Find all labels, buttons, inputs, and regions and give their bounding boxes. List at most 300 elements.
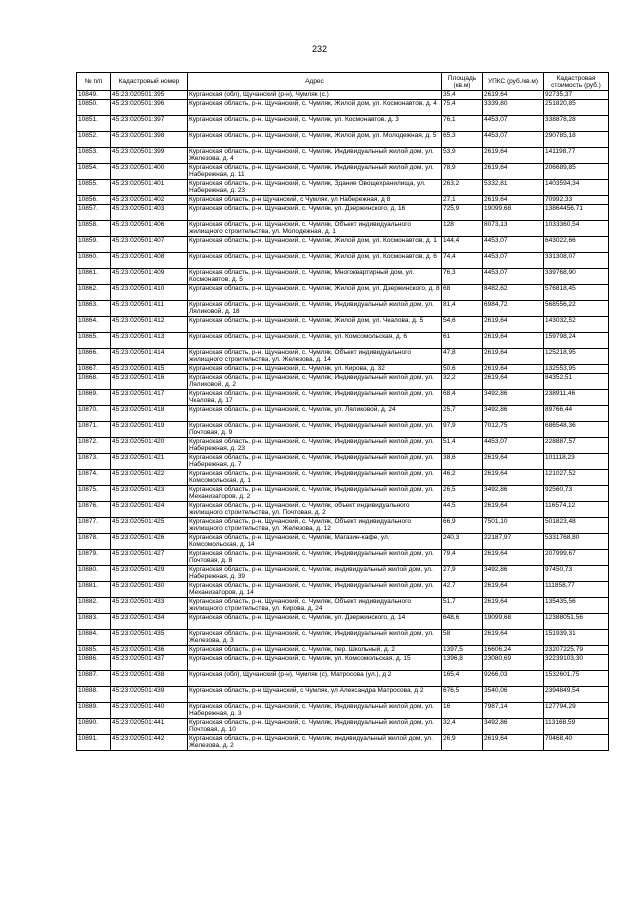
- address: Курганская область, р-н. Щучанский, с. Чумляк, Объект индивидуального жилищного строительства, ул. Железова, д. 14: [188, 349, 442, 365]
- table-row: [77, 132, 609, 148]
- row-index: 10877.: [77, 518, 111, 534]
- table-row: [77, 116, 609, 132]
- table-row: [77, 614, 609, 630]
- row-index: 10872.: [77, 438, 111, 454]
- area: 32,4: [442, 719, 483, 735]
- address: Курганская область, р-н. Щучанский, с. Чумляк, ул. Ляликовой, д. 24: [188, 406, 442, 422]
- row-index: 10884.: [77, 630, 111, 646]
- cadastral-number: 45:23:020501:434: [111, 614, 188, 630]
- area: 16: [442, 703, 483, 719]
- row-index: 10891.: [77, 735, 111, 751]
- upks: 19099,68: [483, 614, 544, 630]
- address: Курганская область, р-н. Щучанский, с. Чумляк, Объект индивидуального жилищного строительства, ул. Железова, д. 12: [188, 518, 442, 534]
- area: 58: [442, 630, 483, 646]
- address: Курганская область, р-н. Щучанский, с. Чумляк, Жилой дом, ул. Космонавтов, д. 4: [188, 100, 442, 116]
- table-row: [77, 100, 609, 116]
- address: Курганская область, р-н. Щучанский, с. Чумляк, Индивидуальный жилой дом, ул. Набережная, д. 23: [188, 438, 442, 454]
- table-row: [77, 438, 609, 454]
- table-row: [77, 180, 609, 196]
- upks: 2619,64: [483, 454, 544, 470]
- cadastral-value: 686548,36: [544, 422, 609, 438]
- cadastral-value: 501823,48: [544, 518, 609, 534]
- area: 165,4: [442, 671, 483, 687]
- cadastral-number: 45:23:020501:419: [111, 422, 188, 438]
- upks: 2619,64: [483, 550, 544, 566]
- address: Курганская область, р-н. Щучанский, с. Чумляк, Многоквартирный дом, ул. Космонавтов, д. 5: [188, 269, 442, 285]
- address: Курганская область, р-н. Щучанский, с. Чумляк, Индивидуальный жилой дом, ул. Набережная, д. 7: [188, 454, 442, 470]
- address: Курганская область, р-н. Щучанский, с. Чумляк, Индивидуальный жилой дом, ул. Почтовая, д. 10: [188, 719, 442, 735]
- cadastral-number: 45:23:020501:429: [111, 566, 188, 582]
- upks: 16606,24: [483, 646, 544, 655]
- address: Курганская область, р-н. Щучанский, с. Чумляк, Индивидуальный жилой дом, ул. Механизаторов, д. 2: [188, 486, 442, 502]
- row-index: 10849.: [77, 91, 111, 100]
- header-upks: УПКС (руб./кв.м): [483, 73, 544, 91]
- table-body: [77, 91, 609, 751]
- upks: 2619,64: [483, 317, 544, 333]
- upks: 2619,64: [483, 630, 544, 646]
- area: 50,6: [442, 365, 483, 374]
- address: Курганская область, р-н. Щучанский, с. Чумляк, индивидуальный жилой дом, ул. Железова, д. 2: [188, 735, 442, 751]
- table-row: [77, 221, 609, 237]
- upks: 2619,64: [483, 470, 544, 486]
- row-index: 10850.: [77, 100, 111, 116]
- cadastral-number: 45:23:020501:403: [111, 205, 188, 221]
- row-index: 10873.: [77, 454, 111, 470]
- upks: 23080,69: [483, 655, 544, 671]
- row-index: 10882.: [77, 598, 111, 614]
- upks: 2619,64: [483, 91, 544, 100]
- row-index: 10886.: [77, 655, 111, 671]
- address: Курганская область, р-н. Щучанский, с. Чумляк, индивидуальный жилой дом, ул. Набережная, д. 39: [188, 566, 442, 582]
- address: Курганская область, р-н. Щучанский, с. Чумляк, Индивидуальный жилой дом, ул. Ляликовой, д. 2: [188, 374, 442, 390]
- cadastral-value: 111858,77: [544, 582, 609, 598]
- table-row: [77, 735, 609, 751]
- row-index: 10875.: [77, 486, 111, 502]
- area: 1397,5: [442, 646, 483, 655]
- table-row: [77, 550, 609, 566]
- table-row: [77, 390, 609, 406]
- row-index: 10865.: [77, 333, 111, 349]
- address: Курганская (обл), Щучанский (р-н), Чумляк (с.): [188, 91, 442, 100]
- area: 46,2: [442, 470, 483, 486]
- row-index: 10863.: [77, 301, 111, 317]
- cadastral-value: 113168,59: [544, 719, 609, 735]
- address: Курганская область, р-н Щучанский, с Чумляк, ул Александра Матросова, д 2: [188, 687, 442, 703]
- cadastral-number: 45:23:020501:397: [111, 116, 188, 132]
- row-index: 10879.: [77, 550, 111, 566]
- cadastral-number: 45:23:020501:408: [111, 253, 188, 269]
- cadastral-number: 45:23:020501:406: [111, 221, 188, 237]
- table-row: [77, 470, 609, 486]
- table-row: [77, 164, 609, 180]
- cadastral-value: 12388051,56: [544, 614, 609, 630]
- address: Курганская область, р-н. Щучанский, с. Чумляк, Объект индивидуального жилищного строительства, ул. Кирова, д. 24: [188, 598, 442, 614]
- cadastral-number: 45:23:020501:423: [111, 486, 188, 502]
- row-index: 10867.: [77, 365, 111, 374]
- address: Курганская область, р-н. Щучанский, с. Чумляк, ул. Кирова, д. 32: [188, 365, 442, 374]
- table-row: [77, 301, 609, 317]
- header-address: Адрес: [188, 73, 442, 91]
- table-row: [77, 719, 609, 735]
- area: 79,4: [442, 550, 483, 566]
- cadastral-value: 568556,22: [544, 301, 609, 317]
- row-index: 10856.: [77, 196, 111, 205]
- cadastral-value: 2394849,54: [544, 687, 609, 703]
- address: Курганская область, р-н. Щучанский, с. Чумляк, Жилой дом, ул. Космонавтов, д. 6: [188, 253, 442, 269]
- upks: 4453,07: [483, 237, 544, 253]
- cadastral-value: 576818,45: [544, 285, 609, 301]
- cadastral-number: 45:23:020501:418: [111, 406, 188, 422]
- table-row: [77, 486, 609, 502]
- cadastral-value: 251820,85: [544, 100, 609, 116]
- address: Курганская область, р-н. Щучанский, с. Чумляк, ул. Комсомольская, д. 15: [188, 655, 442, 671]
- row-index: 10868.: [77, 374, 111, 390]
- cadastral-value: 643022,66: [544, 237, 609, 253]
- upks: 9266,03: [483, 671, 544, 687]
- cadastral-number: 45:23:020501:413: [111, 333, 188, 349]
- cadastral-value: 70992,33: [544, 196, 609, 205]
- upks: 7501,10: [483, 518, 544, 534]
- cadastral-number: 45:23:020501:409: [111, 269, 188, 285]
- table-row: [77, 518, 609, 534]
- address: Курганская область, р-н. Щучанский, с. Чумляк, Индивидуальный жилой дом, ул. Железова, д. 4: [188, 148, 442, 164]
- area: 42,7: [442, 582, 483, 598]
- cadastral-value: 132553,95: [544, 365, 609, 374]
- area: 263,2: [442, 180, 483, 196]
- cadastral-number: 45:23:020501:425: [111, 518, 188, 534]
- upks: 19099,68: [483, 205, 544, 221]
- cadastral-value: 32239103,30: [544, 655, 609, 671]
- upks: 4453,07: [483, 116, 544, 132]
- cadastral-value: 228887,57: [544, 438, 609, 454]
- table-row: [77, 598, 609, 614]
- page-number: 232: [311, 44, 328, 54]
- area: 68: [442, 285, 483, 301]
- upks: 7012,75: [483, 422, 544, 438]
- address: Курганская область, р-н. Щучанский, с. Чумляк, Жилой дом, ул. Космонавтов, д. 1: [188, 237, 442, 253]
- upks: 8073,13: [483, 221, 544, 237]
- table-header-row: [77, 73, 609, 91]
- cadastral-number: 45:23:020501:402: [111, 196, 188, 205]
- address: Курганская область, р-н. Щучанский, с. Чумляк, Объект индивидуального жилищного строительства, ул. Молодежная, д. 1: [188, 221, 442, 237]
- address: Курганская область, р-н. Щучанский, с. Чумляк, Магазин-кафе, ул. Комсомольская, д. 14: [188, 534, 442, 550]
- cadastral-number: 45:23:020501:401: [111, 180, 188, 196]
- row-index: 10861.: [77, 269, 111, 285]
- cadastral-value: 127794,29: [544, 703, 609, 719]
- address: Курганская область, р-н. Щучанский, с. Чумляк, Здание Овощехранилища, ул. Набережная, д. 23: [188, 180, 442, 196]
- cadastral-value: 101118,23: [544, 454, 609, 470]
- header-cadastral-number: Кадастровый номер: [111, 73, 188, 91]
- row-index: 10874.: [77, 470, 111, 486]
- address: Курганская область, р-н. Щучанский, с. Чумляк, Индивидуальный жилой дом, ул. Комсомольская, д. 1: [188, 470, 442, 486]
- area: 81,4: [442, 301, 483, 317]
- cadastral-number: 45:23:020501:430: [111, 582, 188, 598]
- row-index: 10889.: [77, 703, 111, 719]
- upks: 2619,64: [483, 582, 544, 598]
- cadastral-number: 45:23:020501:415: [111, 365, 188, 374]
- cadastral-value: 70468,40: [544, 735, 609, 751]
- cadastral-value: 5331768,80: [544, 534, 609, 550]
- cadastral-value: 89766,44: [544, 406, 609, 422]
- area: 74,4: [442, 253, 483, 269]
- table-row: [77, 91, 609, 100]
- cadastral-number: 45:23:020501:395: [111, 91, 188, 100]
- cadastral-number: 45:23:020501:420: [111, 438, 188, 454]
- upks: 5332,81: [483, 180, 544, 196]
- row-index: 10857.: [77, 205, 111, 221]
- address: Курганская область, р-н. Щучанский, с. Чумляк, ул. Космонавтов, д. 3: [188, 116, 442, 132]
- area: 35,4: [442, 91, 483, 100]
- table-row: [77, 237, 609, 253]
- cadastral-number: 45:23:020501:416: [111, 374, 188, 390]
- area: 53,9: [442, 148, 483, 164]
- cadastral-number: 45:23:020501:440: [111, 703, 188, 719]
- header-area: Площадь (кв.м): [442, 73, 483, 91]
- table-row: [77, 630, 609, 646]
- cadastral-number: 45:23:020501:436: [111, 646, 188, 655]
- table-row: [77, 349, 609, 365]
- cadastral-number: 45:23:020501:441: [111, 719, 188, 735]
- cadastral-table: [76, 72, 609, 751]
- header-index: № п/п: [77, 73, 111, 91]
- area: 68,4: [442, 390, 483, 406]
- cadastral-value: 1033360,54: [544, 221, 609, 237]
- upks: 4453,07: [483, 438, 544, 454]
- cadastral-value: 151939,31: [544, 630, 609, 646]
- row-index: 10869.: [77, 390, 111, 406]
- upks: 6984,72: [483, 301, 544, 317]
- cadastral-value: 97450,73: [544, 566, 609, 582]
- upks: 2619,64: [483, 374, 544, 390]
- cadastral-number: 45:23:020501:411: [111, 301, 188, 317]
- table-row: [77, 374, 609, 390]
- area: 1396,8: [442, 655, 483, 671]
- area: 78,9: [442, 164, 483, 180]
- address: Курганская область, р-н. Щучанский, с. Чумляк, Индивидуальный жилой дом, ул. Почтовая, д. 8: [188, 550, 442, 566]
- cadastral-value: 206689,85: [544, 164, 609, 180]
- area: 725,9: [442, 205, 483, 221]
- address: Курганская область, р-н. Щучанский, с. Чумляк, Индивидуальный жилой дом, ул. Железова, д. 3: [188, 630, 442, 646]
- area: 240,3: [442, 534, 483, 550]
- cadastral-value: 121027,52: [544, 470, 609, 486]
- cadastral-number: 45:23:020501:414: [111, 349, 188, 365]
- area: 128: [442, 221, 483, 237]
- row-index: 10860.: [77, 253, 111, 269]
- table-row: [77, 687, 609, 703]
- upks: 3492,86: [483, 486, 544, 502]
- table-row: [77, 566, 609, 582]
- area: 47,8: [442, 349, 483, 365]
- upks: 2619,64: [483, 164, 544, 180]
- row-index: 10880.: [77, 566, 111, 582]
- table-row: [77, 534, 609, 550]
- address: Курганская область, р-н. Щучанский, с. Чумляк, пер. Школьный, д. 2: [188, 646, 442, 655]
- cadastral-value: 338878,28: [544, 116, 609, 132]
- area: 648,6: [442, 614, 483, 630]
- cadastral-number: 45:23:020501:410: [111, 285, 188, 301]
- table-row: [77, 454, 609, 470]
- table-row: [77, 148, 609, 164]
- cadastral-value: 238911,46: [544, 390, 609, 406]
- row-index: 10883.: [77, 614, 111, 630]
- upks: 2619,64: [483, 333, 544, 349]
- cadastral-number: 45:23:020501:399: [111, 148, 188, 164]
- row-index: 10885.: [77, 646, 111, 655]
- cadastral-number: 45:23:020501:435: [111, 630, 188, 646]
- row-index: 10858.: [77, 221, 111, 237]
- upks: 2619,64: [483, 598, 544, 614]
- area: 76,1: [442, 116, 483, 132]
- row-index: 10870.: [77, 406, 111, 422]
- row-index: 10887.: [77, 671, 111, 687]
- cadastral-value: 339768,90: [544, 269, 609, 285]
- row-index: 10864.: [77, 317, 111, 333]
- cadastral-number: 45:23:020501:426: [111, 534, 188, 550]
- upks: 3492,86: [483, 406, 544, 422]
- area: 26,5: [442, 486, 483, 502]
- header-cadastral-value: Кадастровая стоимость (руб.): [544, 73, 609, 91]
- row-index: 10890.: [77, 719, 111, 735]
- row-index: 10871.: [77, 422, 111, 438]
- cadastral-value: 143032,52: [544, 317, 609, 333]
- area: 38,6: [442, 454, 483, 470]
- table-row: [77, 582, 609, 598]
- upks: 8482,62: [483, 285, 544, 301]
- cadastral-value: 92735,37: [544, 91, 609, 100]
- table-row: [77, 205, 609, 221]
- cadastral-value: 1403594,34: [544, 180, 609, 196]
- table-row: [77, 269, 609, 285]
- address: Курганская область, р-н. Щучанский, с. Чумляк, Жилой дом, ул. Молодежная, д. 5: [188, 132, 442, 148]
- cadastral-number: 45:23:020501:407: [111, 237, 188, 253]
- area: 76,3: [442, 269, 483, 285]
- table-row: [77, 406, 609, 422]
- cadastral-value: 159798,24: [544, 333, 609, 349]
- table-row: [77, 253, 609, 269]
- row-index: 10862.: [77, 285, 111, 301]
- area: 26,9: [442, 735, 483, 751]
- cadastral-number: 45:23:020501:421: [111, 454, 188, 470]
- address: Курганская область, р-н. Щучанский, с. Чумляк, Индивидуальный жилой дом, ул. Чкалова, д. 17: [188, 390, 442, 406]
- area: 44,5: [442, 502, 483, 518]
- upks: 2619,64: [483, 349, 544, 365]
- upks: 2619,64: [483, 148, 544, 164]
- cadastral-value: 141198,77: [544, 148, 609, 164]
- table-row: [77, 196, 609, 205]
- table-row: [77, 502, 609, 518]
- upks: 3492,86: [483, 390, 544, 406]
- table-row: [77, 646, 609, 655]
- row-index: 10878.: [77, 534, 111, 550]
- area: 32,2: [442, 374, 483, 390]
- cadastral-value: 331308,07: [544, 253, 609, 269]
- address: Курганская область, р-н. Щучанский, с. Чумляк, объект индивидуального жилищного строительства, ул. Почтовая, д. 2: [188, 502, 442, 518]
- address: Курганская область, р-н. Щучанский, с. Чумляк, Жилой дом, ул. Дзержинского, д. 8: [188, 285, 442, 301]
- row-index: 10855.: [77, 180, 111, 196]
- cadastral-number: 45:23:020501:438: [111, 671, 188, 687]
- area: 51,4: [442, 438, 483, 454]
- area: 75,4: [442, 100, 483, 116]
- row-index: 10851.: [77, 116, 111, 132]
- upks: 4453,07: [483, 269, 544, 285]
- address: Курганская область, р-н Щучанский, с Чумляк, ул Набережная, д 8: [188, 196, 442, 205]
- cadastral-number: 45:23:020501:442: [111, 735, 188, 751]
- cadastral-number: 45:23:020501:417: [111, 390, 188, 406]
- cadastral-number: 45:23:020501:433: [111, 598, 188, 614]
- area: 144,4: [442, 237, 483, 253]
- row-index: 10853.: [77, 148, 111, 164]
- address: Курганская область, р-н. Щучанский, с. Чумляк, ул. Дзержинского, д. 14: [188, 614, 442, 630]
- upks: 4453,07: [483, 132, 544, 148]
- area: 66,9: [442, 518, 483, 534]
- cadastral-number: 45:23:020501:398: [111, 132, 188, 148]
- address: Курганская область, р-н. Щучанский, с. Чумляк, Индивидуальный жилой дом, ул. Ляликовой, д. 18: [188, 301, 442, 317]
- row-index: 10852.: [77, 132, 111, 148]
- row-index: 10854.: [77, 164, 111, 180]
- cadastral-value: 290785,18: [544, 132, 609, 148]
- upks: 4453,07: [483, 253, 544, 269]
- table-row: [77, 285, 609, 301]
- cadastral-number: 45:23:020501:400: [111, 164, 188, 180]
- address: Курганская область, р-н. Щучанский, с. Чумляк, Индивидуальный жилой дом, ул. Набережная, д. 11: [188, 164, 442, 180]
- upks: 3492,86: [483, 719, 544, 735]
- address: Курганская область, р-н. Щучанский, с. Чумляк, ул. Комсомольская, д. 6: [188, 333, 442, 349]
- table-row: [77, 365, 609, 374]
- table-row: [77, 655, 609, 671]
- upks: 3492,86: [483, 566, 544, 582]
- upks: 22187,97: [483, 534, 544, 550]
- row-index: 10876.: [77, 502, 111, 518]
- address: Курганская область, р-н. Щучанский, с. Чумляк, Индивидуальный жилой дом, ул. Набережная, д. 3: [188, 703, 442, 719]
- row-index: 10881.: [77, 582, 111, 598]
- cadastral-value: 1532601,75: [544, 671, 609, 687]
- row-index: 10888.: [77, 687, 111, 703]
- area: 676,5: [442, 687, 483, 703]
- table-row: [77, 671, 609, 687]
- area: 27,9: [442, 566, 483, 582]
- cadastral-number: 45:23:020501:396: [111, 100, 188, 116]
- row-index: 10866.: [77, 349, 111, 365]
- cadastral-value: 23207225,79: [544, 646, 609, 655]
- upks: 7987,14: [483, 703, 544, 719]
- upks: 3339,80: [483, 100, 544, 116]
- cadastral-number: 45:23:020501:422: [111, 470, 188, 486]
- area: 27,1: [442, 196, 483, 205]
- area: 25,7: [442, 406, 483, 422]
- upks: 2619,64: [483, 502, 544, 518]
- cadastral-number: 45:23:020501:412: [111, 317, 188, 333]
- area: 61: [442, 333, 483, 349]
- cadastral-number: 45:23:020501:437: [111, 655, 188, 671]
- area: 54,6: [442, 317, 483, 333]
- row-index: 10859.: [77, 237, 111, 253]
- area: 65,3: [442, 132, 483, 148]
- area: 51,7: [442, 598, 483, 614]
- upks: 2619,64: [483, 735, 544, 751]
- table-row: [77, 703, 609, 719]
- upks: 3540,06: [483, 687, 544, 703]
- upks: 2619,64: [483, 196, 544, 205]
- address: Курганская область, р-н. Щучанский, с. Чумляк, Жилой дом, ул. Чкалова, д. 5: [188, 317, 442, 333]
- cadastral-number: 45:23:020501:427: [111, 550, 188, 566]
- cadastral-value: 116574,12: [544, 502, 609, 518]
- upks: 2619,64: [483, 365, 544, 374]
- address: Курганская область, р-н. Щучанский, с. Чумляк, Индивидуальный жилой дом, ул. Механизаторов, д. 14: [188, 582, 442, 598]
- cadastral-value: 135435,56: [544, 598, 609, 614]
- table-row: [77, 317, 609, 333]
- cadastral-value: 84352,51: [544, 374, 609, 390]
- cadastral-value: 207999,67: [544, 550, 609, 566]
